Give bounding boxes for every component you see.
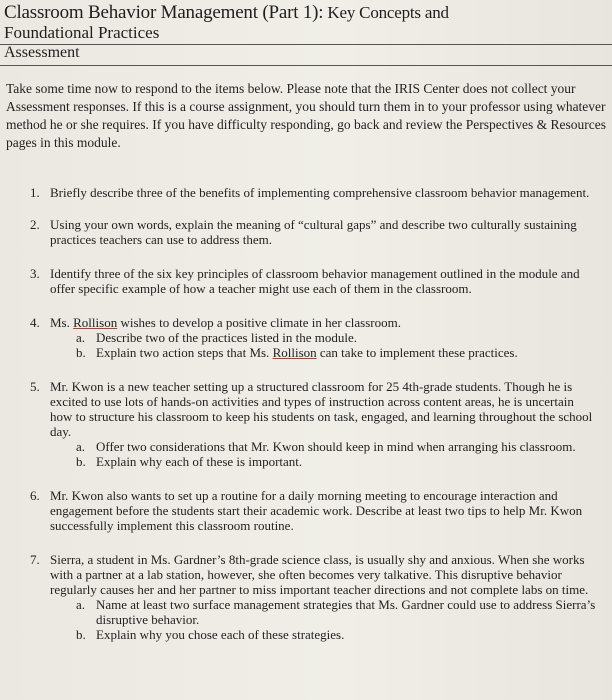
misspelled-name: Rollison bbox=[73, 315, 118, 330]
question-1 bbox=[0, 185, 612, 200]
intro-paragraph: Take some time now to respond to the items below. Please note that the IRIS Center does not collect your Assessment responses. If this is a course assignment, you should turn them in to your professor using whatever method he or she requires. If you have difficulty responding, go back and review the Perspectives & Resources pages in this module. bbox=[6, 81, 606, 150]
title-rest: Key Concepts and bbox=[323, 3, 449, 22]
question-3 bbox=[0, 266, 612, 296]
question-number: 2. bbox=[30, 217, 40, 232]
question-7 bbox=[0, 552, 612, 642]
sub-text: Explain why each of these is important. bbox=[96, 454, 303, 469]
sub-letter: a. bbox=[76, 330, 86, 345]
title-main: Classroom Behavior Management (Part 1): bbox=[4, 2, 324, 23]
question-list bbox=[0, 185, 612, 642]
sub-letter: b. bbox=[76, 454, 86, 469]
sub-letter: b. bbox=[76, 345, 86, 360]
question-4 bbox=[0, 315, 612, 360]
sub-question-b bbox=[76, 627, 598, 642]
question-number: 4. bbox=[30, 315, 40, 330]
sub-question-b bbox=[76, 454, 598, 469]
page-title bbox=[4, 2, 449, 23]
misspelled-name: Rollison bbox=[272, 345, 317, 360]
question-number: 5. bbox=[30, 379, 40, 394]
question-text: Mr. Kwon also wants to set up a routine for a daily morning meeting to encourage interaction and engagement before the students start their academic work. Describe at least two tips to help Mr. Kwon successfully implement this classroom routine. bbox=[50, 488, 583, 533]
sub-text: Explain why you chose each of these strategies. bbox=[96, 627, 345, 642]
question-number: 3. bbox=[30, 266, 40, 281]
section-heading: Assessment bbox=[4, 44, 80, 61]
question-6 bbox=[0, 488, 612, 533]
question-number: 7. bbox=[30, 552, 40, 567]
sub-text: Offer two considerations that Mr. Kwon should keep in mind when arranging his classroom. bbox=[96, 439, 576, 454]
sub-text: Name at least two surface management strategies that Ms. Gardner could use to address Sierra’s disruptive behavior. bbox=[96, 597, 596, 627]
page-subtitle: Foundational Practices bbox=[4, 23, 160, 42]
question-text: Sierra, a student in Ms. Gardner’s 8th-grade science class, is usually shy and anxious. When she works with a partner at a lab station, however, she often becomes very talkative. This disruptive behavior regularly causes her and her partner to miss important teacher directions and not complete labs on time. bbox=[50, 552, 589, 597]
question-text: Mr. Kwon is a new teacher setting up a structured classroom for 25 4th-grade students. Though he is excited to use lots of hands-on activities and types of instruction across content areas, he is uncertain how to structure his classroom to keep his students on task, engaged, and learning throughout the school day. bbox=[50, 379, 593, 439]
question-5 bbox=[0, 379, 612, 469]
sub-question-a bbox=[76, 330, 598, 345]
sub-question-a bbox=[76, 439, 598, 454]
sub-letter: a. bbox=[76, 439, 86, 454]
question-number: 1. bbox=[30, 185, 40, 200]
sub-letter: a. bbox=[76, 597, 86, 612]
question-2 bbox=[0, 217, 612, 247]
question-text bbox=[50, 315, 598, 330]
text-fragment: can take to implement these practices. bbox=[316, 345, 518, 360]
sub-question-a bbox=[76, 597, 598, 627]
divider bbox=[0, 65, 612, 66]
divider bbox=[0, 44, 612, 45]
text-fragment: wishes to develop a positive climate in her classroom. bbox=[117, 315, 401, 330]
sub-text: Describe two of the practices listed in the module. bbox=[96, 330, 358, 345]
question-number: 6. bbox=[30, 488, 40, 503]
question-text: Identify three of the six key principles of classroom behavior management outlined in the module and offer specific example of how a teacher might use each of them in the classroom. bbox=[50, 266, 580, 296]
sub-question-b bbox=[76, 345, 598, 360]
text-fragment: Ms. bbox=[50, 315, 74, 330]
text-fragment: Explain two action steps that Ms. bbox=[96, 345, 273, 360]
sub-letter: b. bbox=[76, 627, 86, 642]
question-text: Briefly describe three of the benefits of implementing comprehensive classroom behavior management. bbox=[50, 185, 590, 200]
question-text: Using your own words, explain the meaning of “cultural gaps” and describe two culturally sustaining practices teachers can use to address them. bbox=[50, 217, 577, 247]
